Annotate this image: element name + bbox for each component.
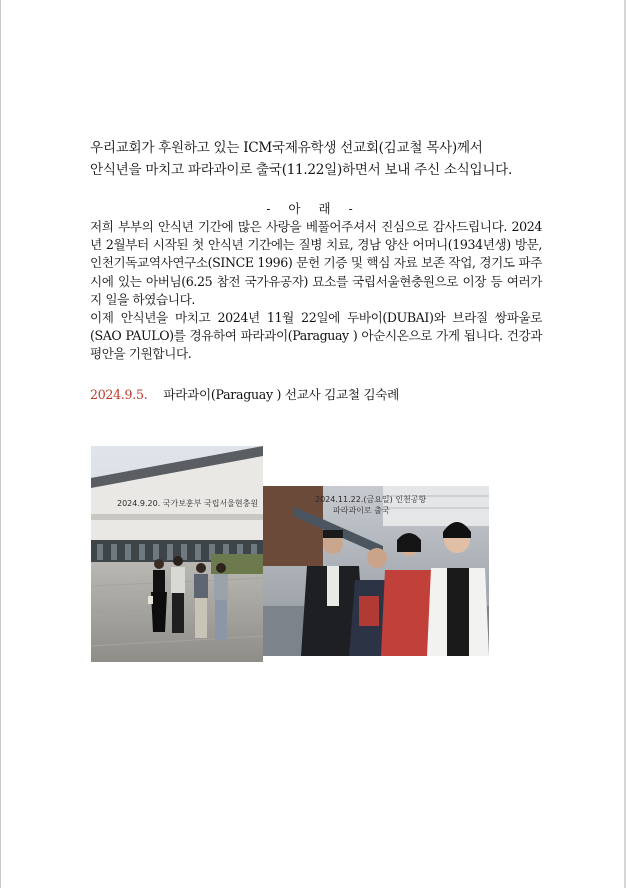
section-heading: - 아 래 - xyxy=(266,201,360,216)
photo-national-cemetery xyxy=(91,446,263,662)
paragraph-1: 저희 부부의 안식년 기간에 많은 사랑을 베풀어주셔서 진심으로 감사드립니다. 2024년 2월부터 시작된 첫 안식년 기간에는 질병 치료, 경남 양산 어머니(1934년생) 방문, 인천기독교역사연구소(SINCE 1996) 문헌 기증 및 핵심 자료 보존 작업, 경기도 파주시에 있는 아버님(6.25 참전 국가유공자) 묘소를 국립서울현충원으로 이장 등 여러가지 일을 하였습니다. xyxy=(90,219,542,307)
page-edge-left xyxy=(0,0,1,888)
intro-line-1: 우리교회가 후원하고 있는 ICM국제유학생 선교회(김교철 목사)께서 xyxy=(90,140,483,156)
intro-text xyxy=(90,137,560,181)
signature-date: 2024.9.5. xyxy=(90,387,148,402)
signature-text: 파라과이(Paraguay ) 선교사 김교철 김숙례 xyxy=(163,387,400,402)
photo-airport-departure xyxy=(263,486,489,656)
letter-body xyxy=(90,218,542,364)
cemetery-caption: 2024.9.20. 국가보훈부 국립서울현충원 xyxy=(117,499,259,508)
airport-caption-line-1: 2024.11.22.(금요일) 인천공항 xyxy=(315,495,427,504)
airport-caption-line-2: 파라과이로 출국 xyxy=(333,506,390,515)
intro-line-2: 안식년을 마치고 파라과이로 출국(11.22일)하면서 보내 주신 소식입니다. xyxy=(90,162,513,178)
paragraph-2: 이제 안식년을 마치고 2024년 11월 22일에 두바이(DUBAI)와 브라질 쌍파울로(SAO PAULO)를 경유하여 파라과이(Paraguay ) 아순시온으로 가게 됩니다. 건강과 평안을 기원합니다. xyxy=(90,310,542,362)
cemetery-photo-image xyxy=(91,446,263,662)
signature-line xyxy=(90,384,399,403)
